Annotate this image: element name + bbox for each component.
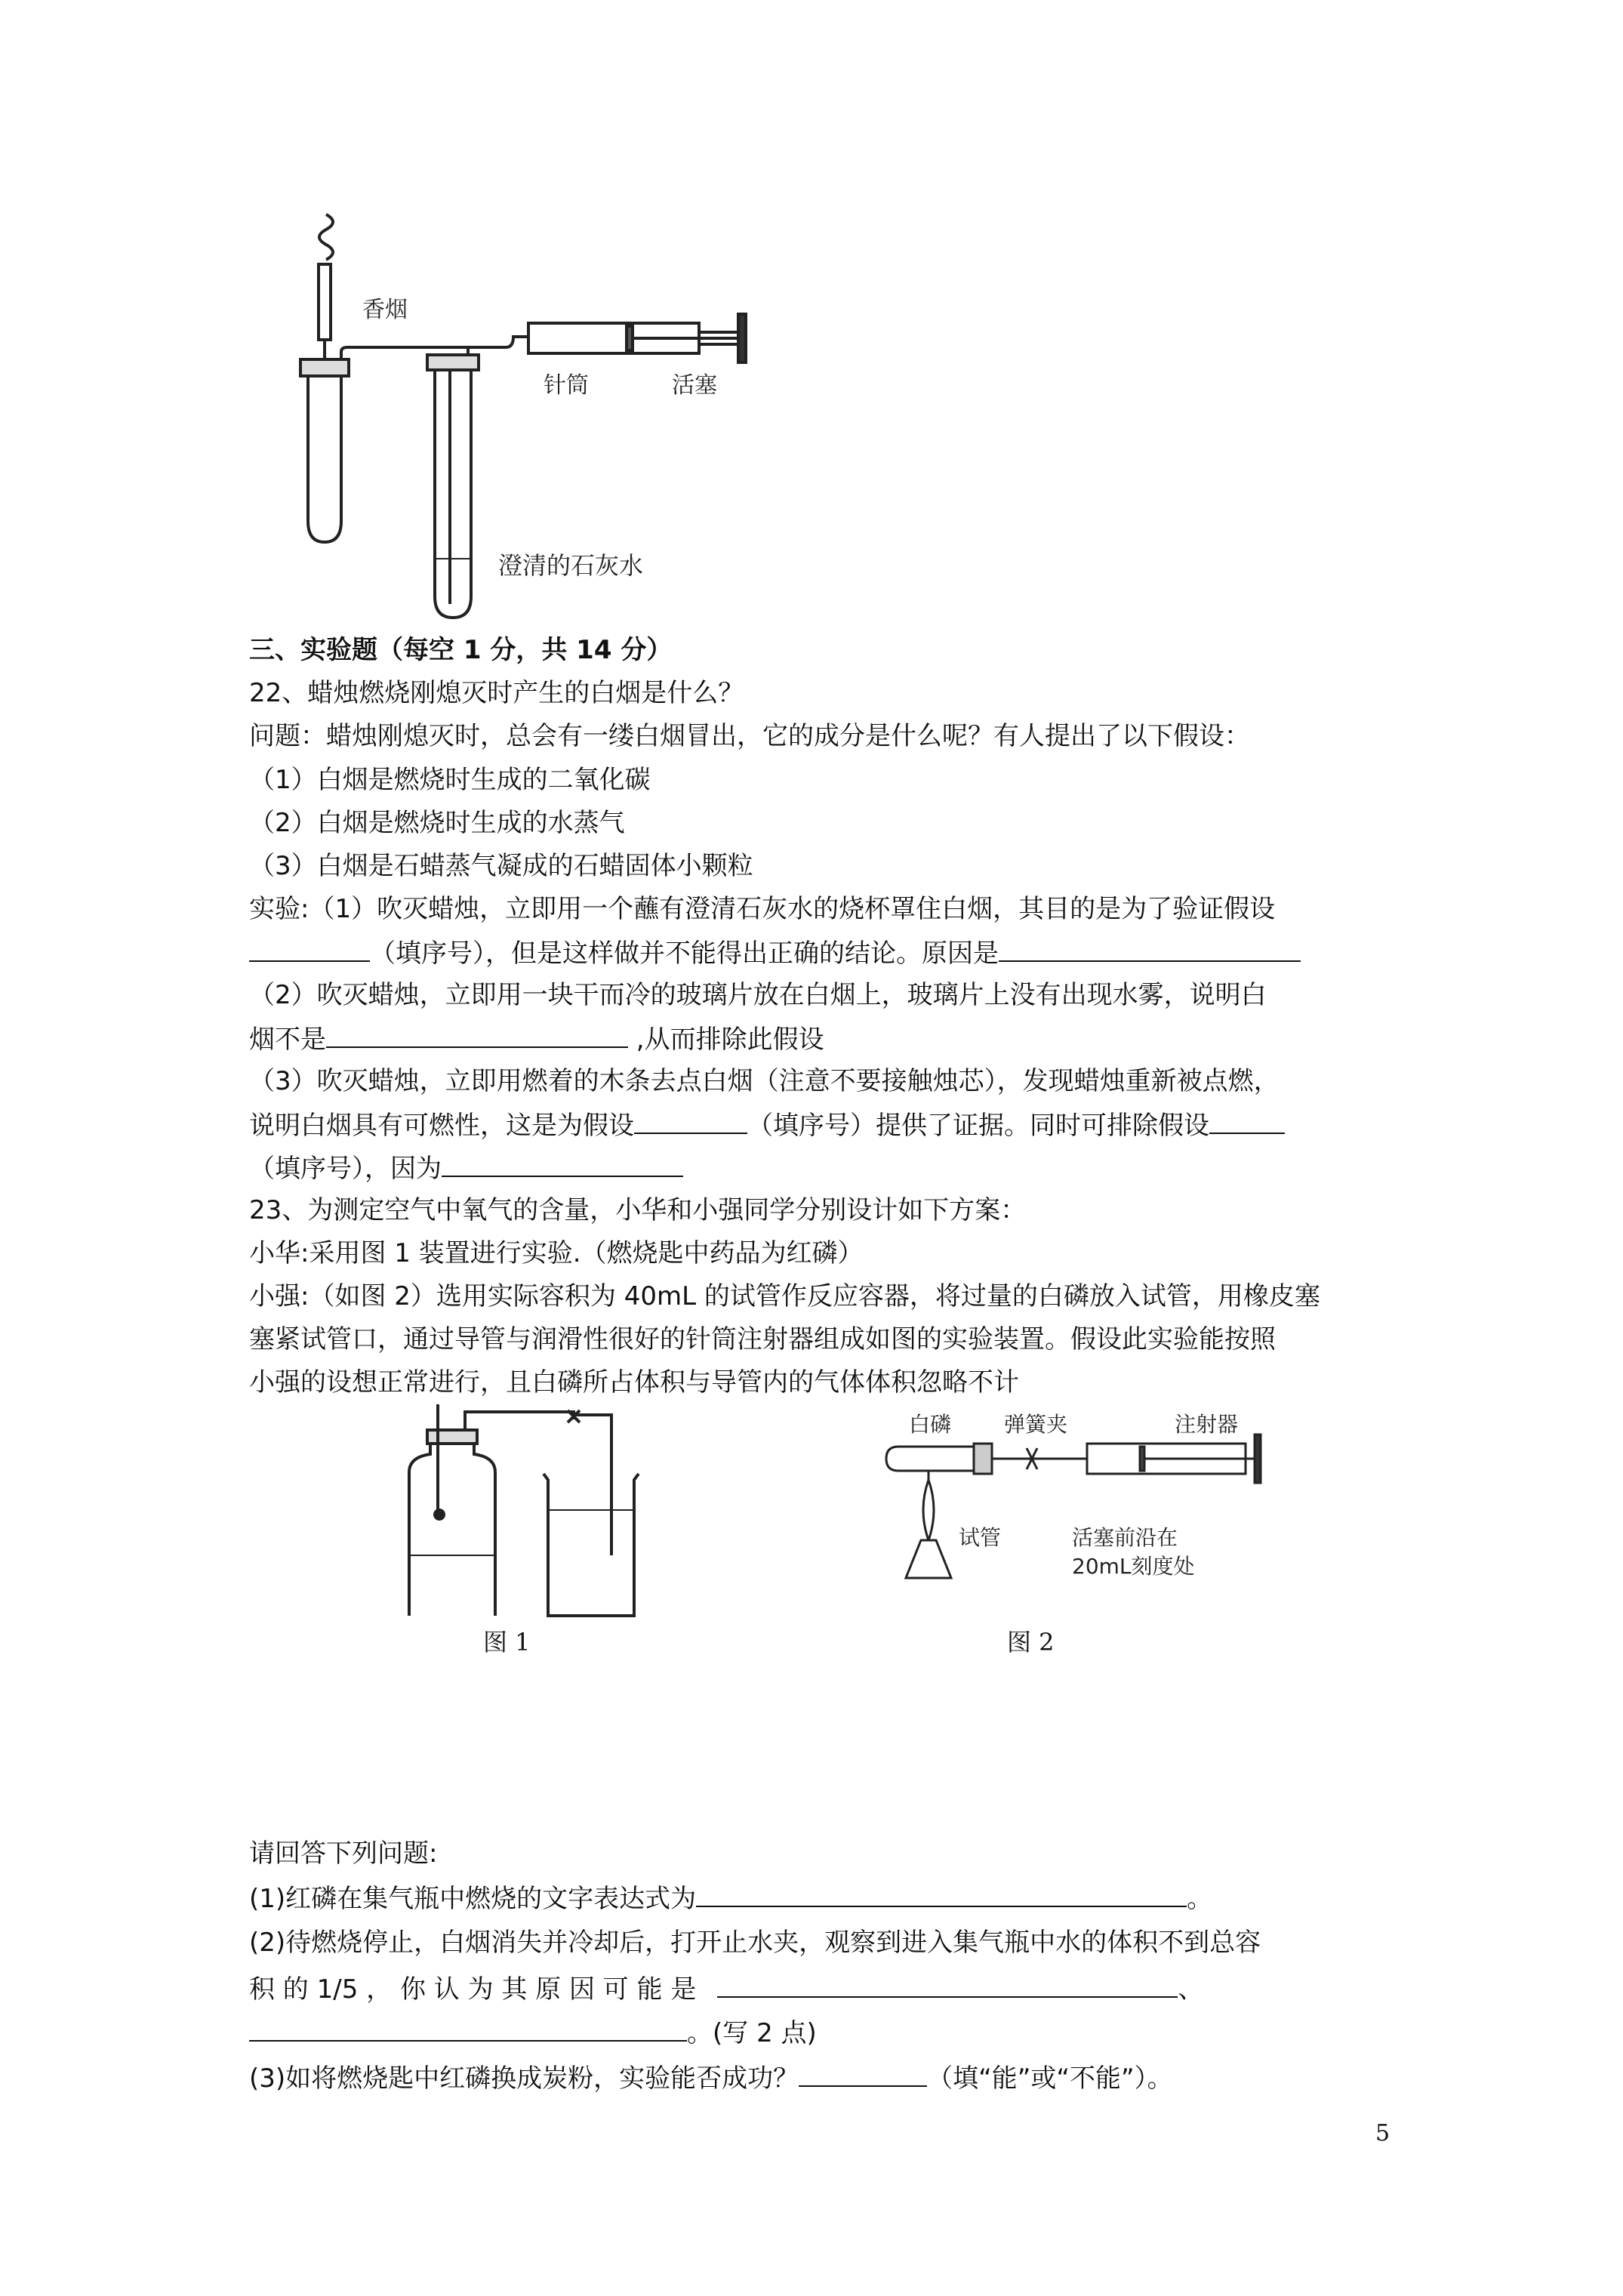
q22-experiment-1: 实验:（1）吹灭蜡烛，立即用一个蘸有澄清石灰水的烧杯罩住白烟，其目的是为了验证假设	[249, 894, 1276, 924]
q22-exp3-text-2: （填序号）提供了证据。同时可排除假设	[747, 1111, 1209, 1141]
q23-answer-3	[249, 2060, 1173, 2096]
q22-exp2-text-2: ,从而排除此假设	[628, 1025, 824, 1055]
answer-blank[interactable]	[999, 935, 1301, 962]
q22-experiment-2-cont	[249, 1021, 824, 1057]
q22-experiment-3-end	[249, 1150, 683, 1186]
section-title: 三、实验题（每空 1 分，共 14 分）	[249, 635, 673, 665]
answer-blank[interactable]	[634, 1107, 747, 1134]
q23-xiaohua: 小华:采用图 1 装置进行实验.（燃烧匙中药品为红磷）	[249, 1238, 864, 1268]
q23-prompt: 请回答下列问题:	[249, 1838, 438, 1869]
q22-hypothesis-2: （2）白烟是燃烧时生成的水蒸气	[249, 808, 625, 838]
q23-answer-2: (2)待燃烧停止，白烟消失并冷却后，打开止水夹，观察到进入集气瓶中水的体积不到总容	[249, 1928, 1261, 1958]
q22-title: 22、蜡烛燃烧刚熄灭时产生的白烟是什么？	[249, 678, 744, 708]
label-test-tube: 试管	[959, 1525, 1002, 1550]
label-white-phosphorus: 白磷	[909, 1412, 952, 1437]
label-plunger-front-1: 活塞前沿在	[1072, 1525, 1178, 1550]
cigarette-apparatus-figure	[279, 204, 823, 627]
q22-problem: 问题：蜡烛刚熄灭时，总会有一缕白烟冒出，它的成分是什么呢？有人提出了以下假设：	[249, 721, 1250, 751]
label-cigarette: 香烟	[362, 297, 408, 323]
q23-answer-1	[249, 1880, 1212, 1916]
answer-blank[interactable]	[442, 1150, 683, 1177]
answer-blank[interactable]	[717, 1971, 1178, 1998]
q23-a1-end: 。	[1187, 1884, 1213, 1914]
q22-experiment-1-cont	[249, 935, 1301, 971]
answer-blank[interactable]	[799, 2060, 927, 2087]
q23-a2-sep: 、	[1178, 1974, 1204, 2005]
answer-blank[interactable]	[326, 1021, 628, 1048]
label-syringe: 注射器	[1175, 1412, 1239, 1437]
q22-hypothesis-1: （1）白烟是燃烧时生成的二氧化碳	[249, 765, 651, 795]
q23-a2-note: 。(写 2 点)	[687, 2018, 817, 2048]
q22-exp1-text: （填序号），但是这样做并不能得出正确的结论。原因是	[370, 938, 999, 969]
label-limewater: 澄清的石灰水	[498, 551, 644, 580]
q23-answer-2-end	[249, 2014, 817, 2051]
answer-blank[interactable]	[696, 1880, 1187, 1907]
q23-a3-text: (3)如将燃烧匙中红磷换成炭粉，实验能否成功？	[249, 2063, 799, 2094]
q22-exp2-text-1: 烟不是	[249, 1025, 326, 1055]
q23-xiaoqiang-1: 小强:（如图 2）选用实际容积为 40mL 的试管作反应容器，将过量的白磷放入试管，用橡皮塞	[249, 1281, 1320, 1311]
label-plunger: 活塞	[672, 372, 717, 399]
q23-a3-end: （填“能”或“不能”）。	[927, 2063, 1173, 2094]
q22-hypothesis-3: （3）白烟是石蜡蒸气凝成的石蜡固体小颗粒	[249, 851, 753, 881]
q22-experiment-3: （3）吹灭蜡烛，立即用燃着的木条去点白烟（注意不要接触烛芯），发现蜡烛重新被点燃，	[249, 1066, 1280, 1096]
q23-title: 23、为测定空气中氧气的含量，小华和小强同学分别设计如下方案：	[249, 1195, 1027, 1225]
q22-exp3-text-1: 说明白烟具有可燃性，这是为假设	[249, 1111, 634, 1141]
figure-1-apparatus	[393, 1404, 649, 1623]
label-barrel: 针筒	[544, 372, 589, 399]
figure-2-caption: 图 2	[1007, 1628, 1055, 1657]
q23-xiaoqiang-2: 塞紧试管口，通过导管与润滑性很好的针筒注射器组成如图的实验装置。假设此实验能按照	[249, 1324, 1276, 1354]
label-plunger-front-2: 20mL刻度处	[1072, 1554, 1195, 1579]
q23-answer-2-cont	[249, 1971, 1203, 2007]
answer-blank[interactable]	[1209, 1107, 1285, 1134]
page-number: 5	[1375, 2120, 1390, 2147]
q23-xiaoqiang-3: 小强的设想正常进行，且白磷所占体积与导管内的气体体积忽略不计	[249, 1367, 1019, 1398]
q23-a2-text: 积 的 1/5 ， 你 认 为 其 原 因 可 能 是	[249, 1974, 697, 2005]
figure-2-apparatus	[876, 1404, 1268, 1631]
q23-a1-text: (1)红磷在集气瓶中燃烧的文字表达式为	[249, 1884, 697, 1914]
q22-experiment-3-cont	[249, 1107, 1285, 1143]
q22-experiment-2: （2）吹灭蜡烛，立即用一块干而冷的玻璃片放在白烟上，玻璃片上没有出现水雾，说明白	[249, 980, 1267, 1010]
q22-exp3-text-3: （填序号），因为	[249, 1154, 442, 1184]
figure-1-caption: 图 1	[483, 1628, 531, 1657]
answer-blank[interactable]	[249, 935, 370, 962]
answer-blank[interactable]	[249, 2014, 687, 2042]
label-spring-clip: 弹簧夹	[1004, 1412, 1068, 1437]
